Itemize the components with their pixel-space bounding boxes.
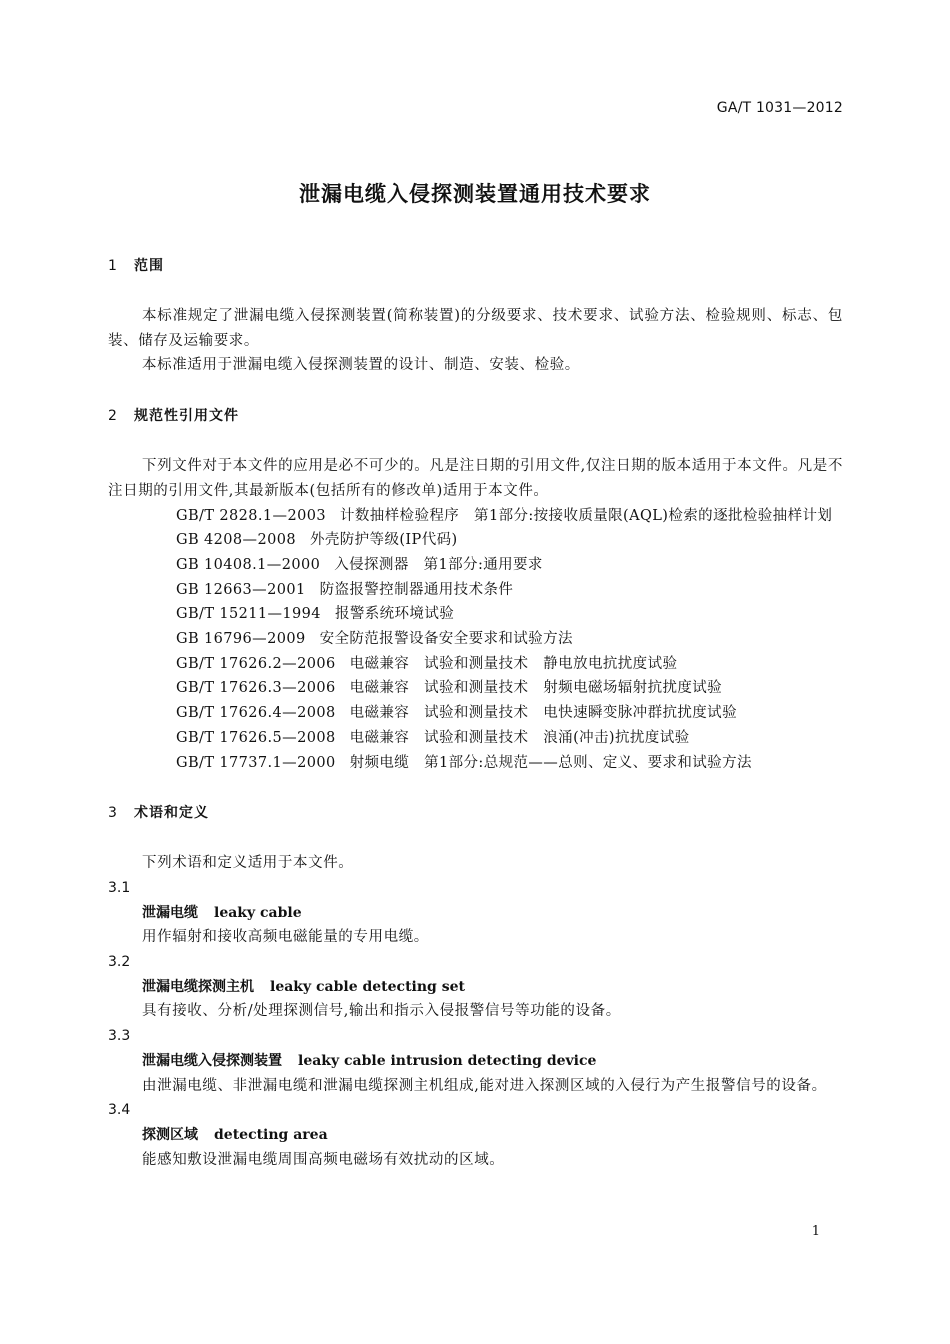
section-3-heading [108, 801, 843, 825]
term-entry [108, 950, 843, 1024]
standard-code: GA/T 1031—2012 [716, 100, 843, 116]
section-1-heading [108, 254, 843, 278]
reference-item [108, 553, 843, 578]
term-definition: 用作辐射和接收高频电磁能量的专用电缆。 [142, 929, 429, 946]
reference-title: 射频电缆 第1部分:总规范——总则、定义、要求和试验方法 [349, 754, 752, 771]
reference-item [108, 528, 843, 553]
term-name [108, 1049, 843, 1074]
reference-code: GB/T 17737.1—2000 [176, 754, 336, 771]
term-entry [108, 876, 843, 950]
section-title: 范围 [134, 258, 164, 274]
section-number: 3 [108, 805, 117, 822]
term-entry [108, 1024, 843, 1098]
references-intro: 下列文件对于本文件的应用是必不可少的。凡是注日期的引用文件,仅注日期的版本适用于本文件。凡是不注日期的引用文件,其最新版本(包括所有的修改单)适用于本文件。 [108, 458, 843, 499]
reference-code: GB 12663—2001 [176, 581, 306, 598]
reference-item [108, 578, 843, 603]
page-number: 1 [811, 1224, 820, 1239]
reference-item [108, 676, 843, 701]
term-name [108, 1123, 843, 1148]
reference-item [108, 701, 843, 726]
reference-title: 电磁兼容 试验和测量技术 浪涌(冲击)抗扰度试验 [349, 729, 690, 746]
term-number: 3.2 [108, 954, 131, 971]
reference-item [108, 504, 843, 529]
terms-intro: 下列术语和定义适用于本文件。 [142, 855, 354, 872]
reference-code: GB/T 17626.3—2006 [176, 680, 336, 697]
term-name-en: leaky cable intrusion detecting device [298, 1052, 597, 1069]
term-name-en: leaky cable detecting set [270, 978, 465, 995]
reference-title: 入侵探测器 第1部分:通用要求 [334, 556, 543, 573]
reference-title: 防盗报警控制器通用技术条件 [319, 581, 514, 598]
scope-paragraph-2: 本标准适用于泄漏电缆入侵探测装置的设计、制造、安装、检验。 [142, 357, 580, 374]
reference-code: GB 16796—2009 [176, 631, 306, 648]
section-title: 规范性引用文件 [134, 408, 239, 425]
term-name-cn: 泄漏电缆 [142, 904, 198, 921]
section-number: 1 [108, 258, 117, 274]
reference-item [108, 627, 843, 652]
reference-item [108, 751, 843, 776]
reference-title: 电磁兼容 试验和测量技术 电快速瞬变脉冲群抗扰度试验 [349, 705, 737, 722]
section-title: 术语和定义 [134, 805, 209, 822]
term-definition: 具有接收、分析/处理探测信号,输出和指示入侵报警信号等功能的设备。 [142, 1003, 621, 1020]
term-name-cn: 探测区域 [142, 1126, 198, 1143]
term-name-en: leaky cable [214, 904, 302, 921]
term-definition: 能感知敷设泄漏电缆周围高频电磁场有效扰动的区域。 [142, 1151, 505, 1168]
reference-code: GB/T 2828.1—2003 [176, 507, 326, 524]
reference-code: GB 10408.1—2000 [176, 556, 321, 573]
reference-title: 计数抽样检验程序 第1部分:按接收质量限(AQL)检索的逐批检验抽样计划 [339, 507, 833, 524]
reference-code: GB/T 17626.2—2006 [176, 655, 336, 672]
reference-title: 电磁兼容 试验和测量技术 射频电磁场辐射抗扰度试验 [349, 680, 723, 697]
term-name-en: detecting area [214, 1126, 328, 1143]
term-number: 3.1 [108, 879, 131, 896]
reference-code: GB/T 15211—1994 [176, 606, 321, 623]
scope-paragraph-1: 本标准规定了泄漏电缆入侵探测装置(简称装置)的分级要求、技术要求、试验方法、检验规则、标志、包装、储存及运输要求。 [108, 308, 843, 349]
reference-code: GB/T 17626.5—2008 [176, 729, 336, 746]
reference-item [108, 726, 843, 751]
reference-title: 外壳防护等级(IP代码) [309, 532, 458, 549]
term-name-cn: 泄漏电缆入侵探测装置 [142, 1052, 282, 1069]
page-title: 泄漏电缆入侵探测装置通用技术要求 [299, 182, 651, 206]
reference-code: GB/T 17626.4—2008 [176, 705, 336, 722]
reference-item [108, 652, 843, 677]
term-name [108, 975, 843, 1000]
term-number: 3.4 [108, 1102, 131, 1119]
document-body [108, 254, 843, 1172]
reference-item [108, 602, 843, 627]
reference-title: 安全防范报警设备安全要求和试验方法 [319, 631, 573, 648]
term-number: 3.3 [108, 1028, 131, 1045]
term-definition: 由泄漏电缆、非泄漏电缆和泄漏电缆探测主机组成,能对进入探测区域的入侵行为产生报警信号的设备。 [142, 1077, 827, 1094]
section-2-heading [108, 404, 843, 428]
term-entry [108, 1098, 843, 1172]
reference-code: GB 4208—2008 [176, 532, 296, 549]
reference-title: 报警系统环境试验 [334, 606, 455, 623]
term-name-cn: 泄漏电缆探测主机 [142, 978, 254, 995]
reference-title: 电磁兼容 试验和测量技术 静电放电抗扰度试验 [349, 655, 678, 672]
term-name [108, 901, 843, 926]
section-number: 2 [108, 408, 117, 425]
